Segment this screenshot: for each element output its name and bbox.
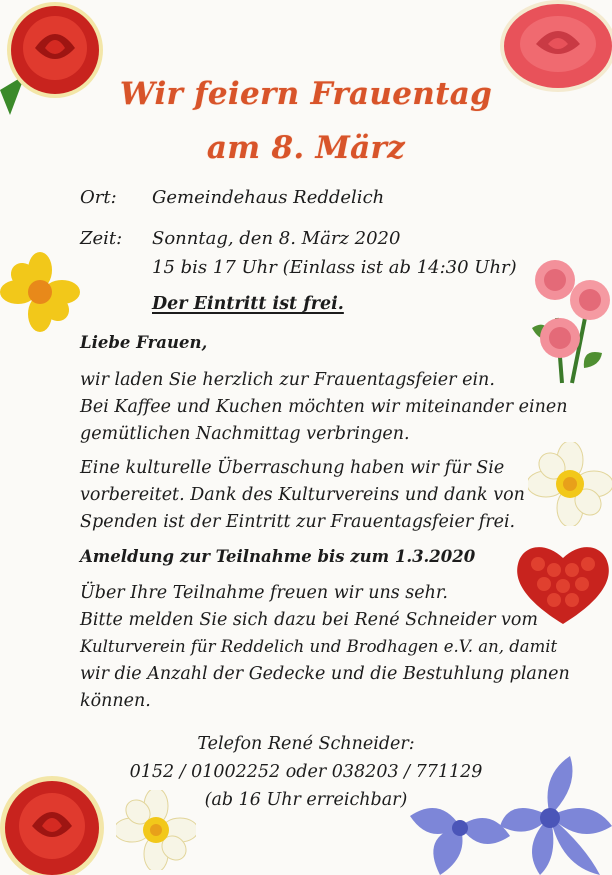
- admission-note-text: Der Eintritt ist frei.: [152, 294, 344, 314]
- registration-heading: Ameldung zur Teilnahme bis zum 1.3.2020: [80, 547, 476, 566]
- paragraph-1-line-2: Bei Kaffee und Kuchen möchten wir miteinander einen: [80, 397, 568, 417]
- paragraph-3-line-3: Kulturverein für Reddelich und Brodhagen e.V. an, damit: [80, 637, 558, 656]
- title-line-2: am 8. März: [206, 130, 406, 166]
- contact-label: Telefon René Schneider:: [197, 734, 415, 754]
- time-date: Sonntag, den 8. März 2020: [152, 228, 401, 249]
- time-hours: 15 bis 17 Uhr (Einlass ist ab 14:30 Uhr): [152, 257, 517, 278]
- paragraph-3-line-5: können.: [80, 691, 151, 711]
- paragraph-3-line-2: Bitte melden Sie sich dazu bei René Schneider vom: [80, 610, 539, 630]
- paragraph-1-line-3: gemütlichen Nachmittag verbringen.: [80, 424, 410, 444]
- location-value: Gemeindehaus Reddelich: [152, 187, 385, 208]
- paragraph-1-line-1: wir laden Sie herzlich zur Frauentagsfeier ein.: [80, 370, 495, 390]
- contact-phone-numbers: 0152 / 01002252 oder 038203 / 771129: [129, 762, 483, 782]
- location-label: Ort:: [80, 187, 117, 208]
- pink-roses-bouquet-right-icon: [522, 258, 612, 388]
- paragraph-2-line-3: Spenden ist der Eintritt zur Frauentagsfeier frei.: [80, 512, 516, 532]
- contact-hours: (ab 16 Uhr erreichbar): [204, 790, 408, 810]
- greeting: Liebe Frauen,: [80, 333, 208, 352]
- paragraph-3-line-4: wir die Anzahl der Gedecke und die Bestuhlung planen: [80, 664, 570, 684]
- admission-note: [152, 294, 344, 314]
- title-line-1: Wir feiern Frauentag: [119, 76, 493, 112]
- paragraph-2-line-1: Eine kulturelle Überraschung haben wir für Sie: [80, 458, 505, 478]
- red-rose-bottom-left-icon: [0, 770, 108, 875]
- yellow-daffodil-left-icon: [0, 252, 80, 332]
- white-daffodil-right-icon: [528, 442, 612, 526]
- time-label: Zeit:: [80, 228, 123, 249]
- paragraph-2-line-2: vorbereitet. Dank des Kulturvereins und dank von: [80, 485, 525, 505]
- paragraph-3-line-1: Über Ihre Teilnahme freuen wir uns sehr.: [80, 583, 448, 603]
